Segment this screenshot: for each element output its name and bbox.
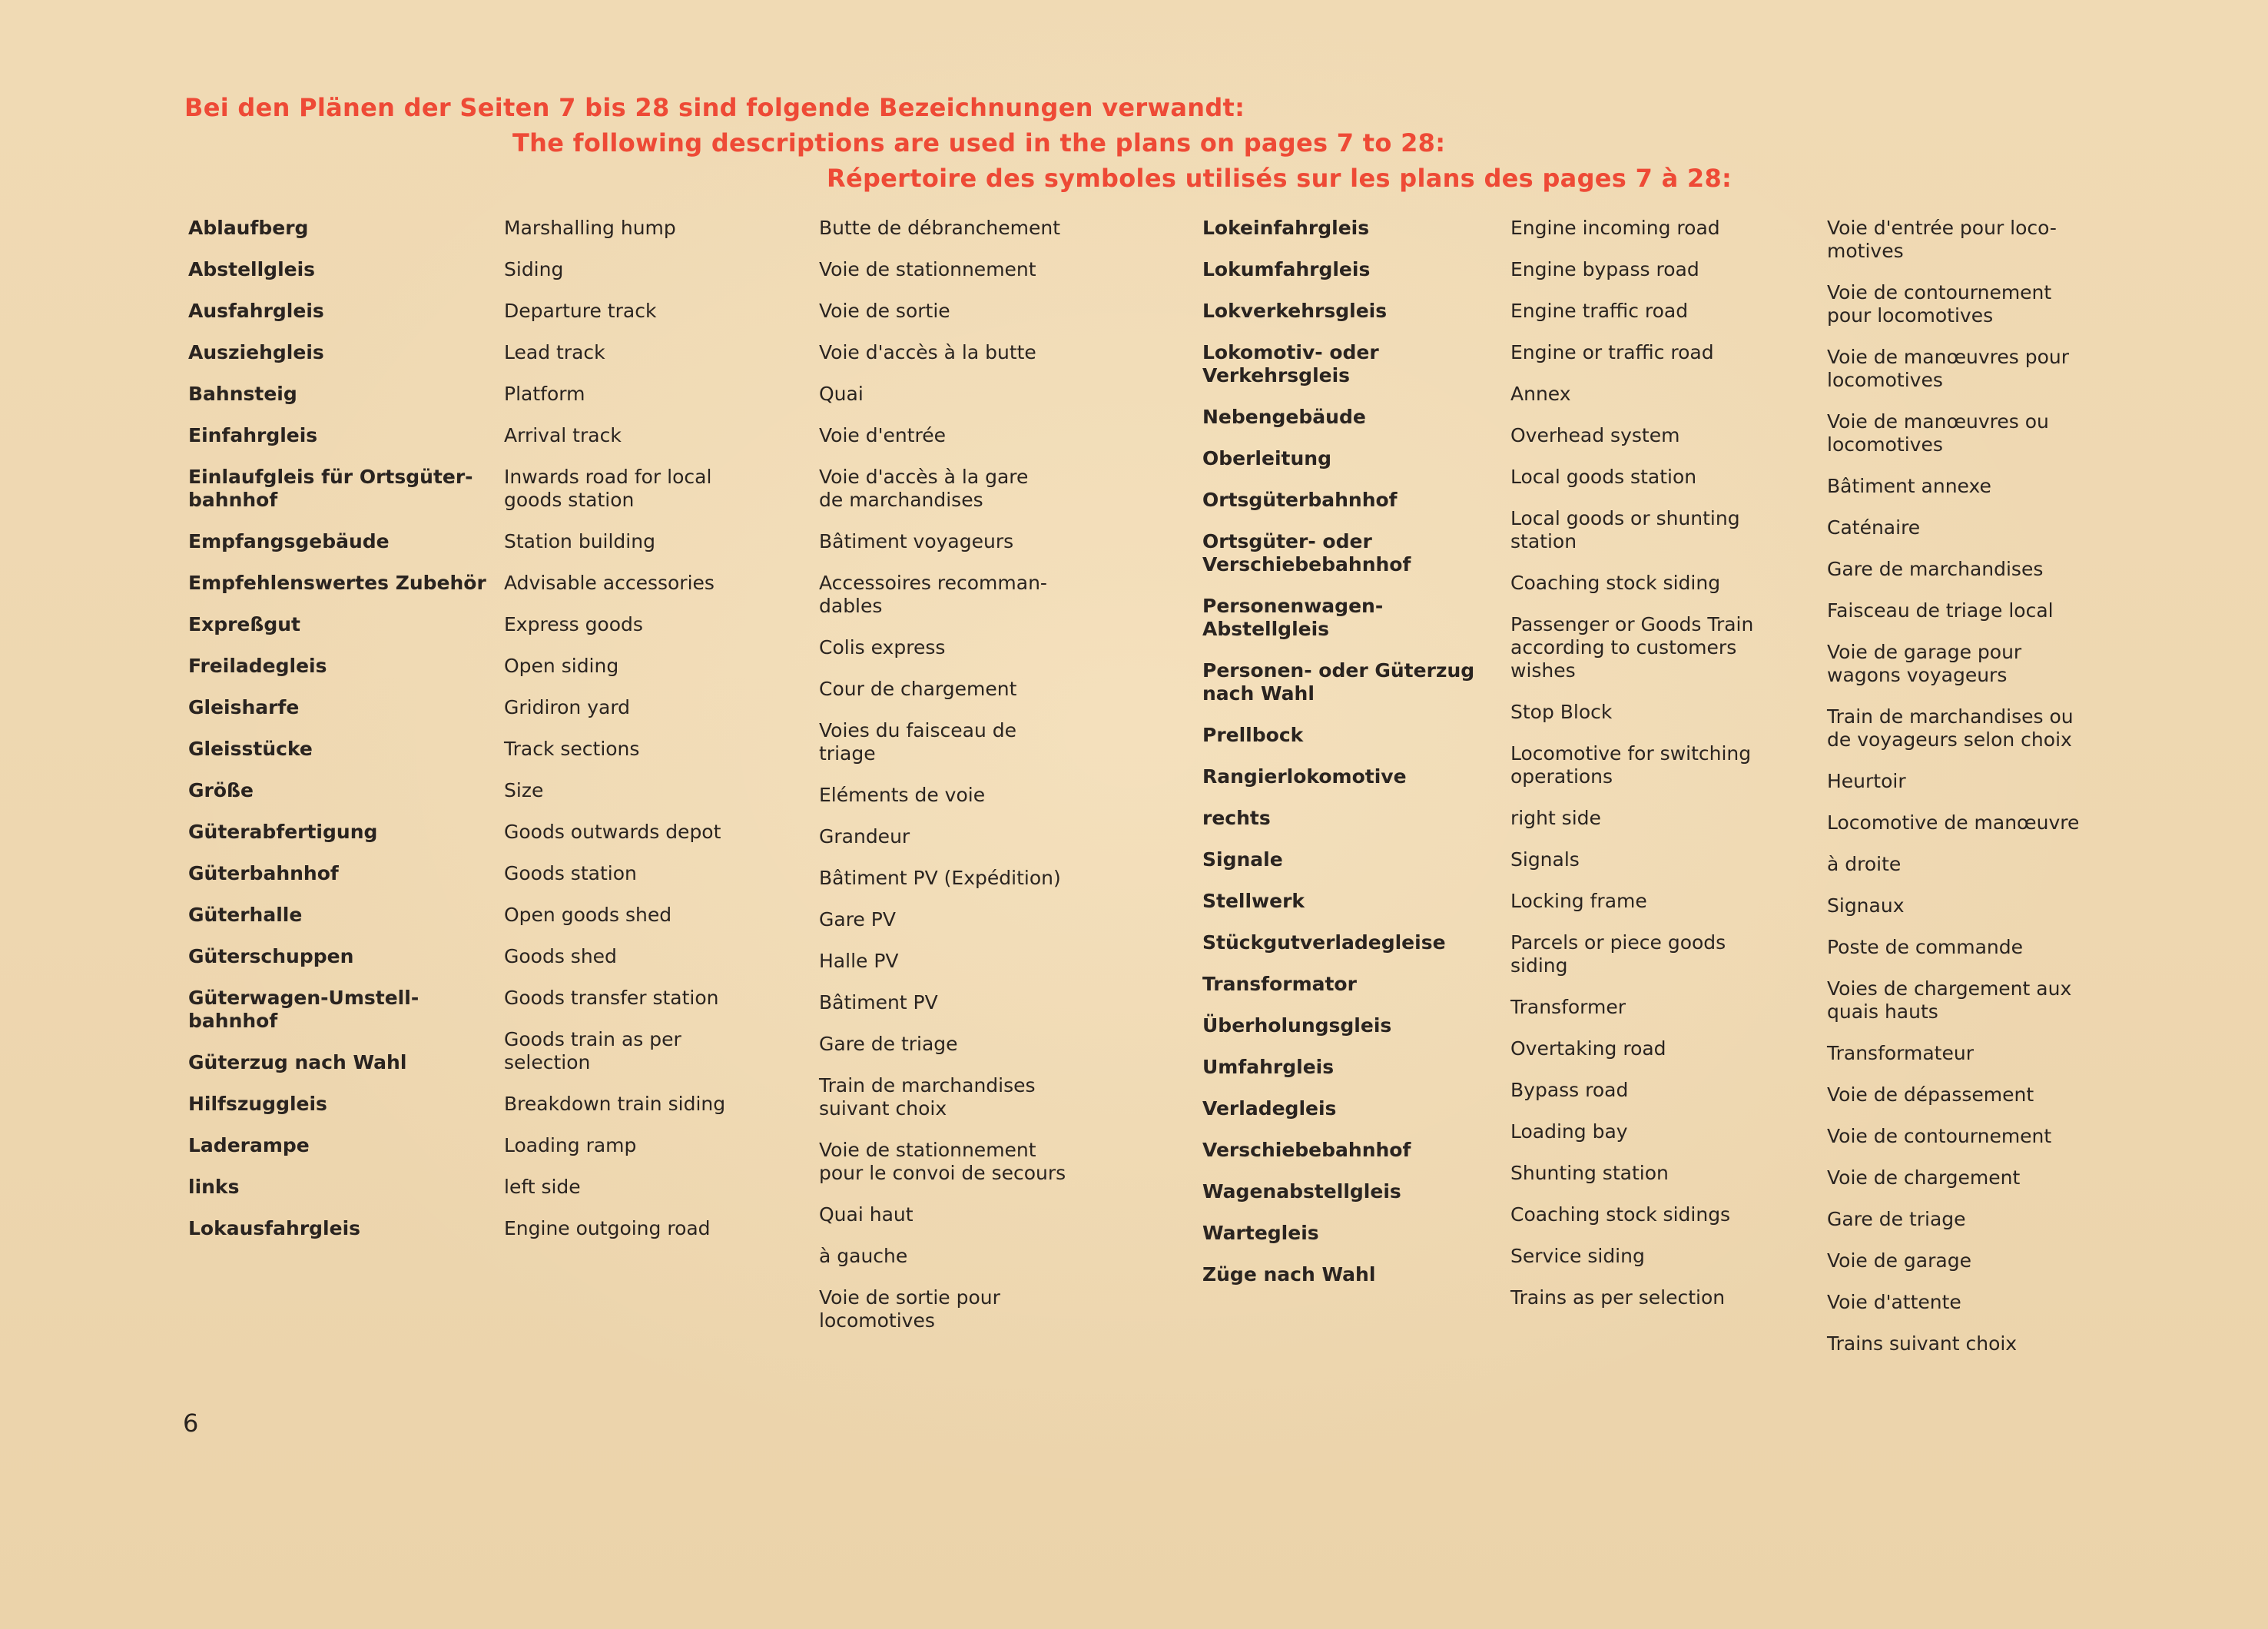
glossary-term: Bâtiment annexe xyxy=(1827,475,1991,497)
glossary-term: Voies du faisceau de triage xyxy=(819,719,1016,765)
glossary-term: Locomotive for switching operations xyxy=(1510,742,1752,788)
glossary-term: Expreßgut xyxy=(188,613,301,635)
glossary-term: Bahnsteig xyxy=(188,383,297,405)
glossary-term: Lead track xyxy=(504,341,605,363)
glossary-term: Güterhalle xyxy=(188,904,303,926)
glossary-term: Voie de chargement xyxy=(1827,1166,2021,1189)
glossary-term: Voie d'accès à la gare de marchandises xyxy=(819,466,1029,511)
glossary-term: Lokausfahrgleis xyxy=(188,1217,361,1239)
glossary-term: Umfahrgleis xyxy=(1202,1056,1335,1078)
glossary-term: Ortsgüterbahnhof xyxy=(1202,489,1398,511)
glossary-term: Gare de triage xyxy=(1827,1208,1966,1230)
glossary-term: Personen- oder Güterzug nach Wahl xyxy=(1202,659,1475,705)
glossary-term: Güterschuppen xyxy=(188,945,354,967)
glossary-term: Transformer xyxy=(1510,996,1626,1018)
glossary-term: Station building xyxy=(504,530,655,552)
glossary-term: Local goods station xyxy=(1510,466,1697,488)
glossary-term: Hilfszuggleis xyxy=(188,1093,327,1115)
glossary-term: Überholungsgleis xyxy=(1202,1014,1392,1037)
glossary-term: Güterbahnhof xyxy=(188,862,339,884)
column-english-left xyxy=(504,217,811,1259)
glossary-term: Wartegleis xyxy=(1202,1222,1319,1244)
glossary-term: Track sections xyxy=(504,738,640,760)
glossary-term: Voie de manœuvres ou locomotives xyxy=(1827,410,2049,456)
glossary-term: Voie de dépassement xyxy=(1827,1083,2034,1106)
glossary-term: Annex xyxy=(1510,383,1571,405)
glossary-term: Empfehlenswertes Zubehör xyxy=(188,572,486,594)
glossary-term: Caténaire xyxy=(1827,516,1921,539)
glossary-term: left side xyxy=(504,1176,581,1198)
glossary-term: Stop Block xyxy=(1510,701,1613,723)
glossary-term: Overtaking road xyxy=(1510,1037,1666,1060)
heading-english: The following descriptions are used in the plans on pages 7 to 28: xyxy=(512,128,1446,158)
glossary-term: Ausfahrgleis xyxy=(188,300,324,322)
glossary-term: Abstellgleis xyxy=(188,258,316,280)
glossary-term: Goods transfer station xyxy=(504,987,719,1009)
glossary-term: Verschiebebahnhof xyxy=(1202,1139,1411,1161)
glossary-term: Service siding xyxy=(1510,1245,1645,1267)
glossary-term: Advisable accessories xyxy=(504,572,715,594)
glossary-term: Bypass road xyxy=(1510,1079,1629,1101)
glossary-term: Trains as per selection xyxy=(1510,1286,1726,1309)
glossary-term: Gare PV xyxy=(819,908,896,931)
glossary-term: Laderampe xyxy=(188,1134,310,1156)
glossary-term: à droite xyxy=(1827,853,1902,875)
glossary-term: Engine outgoing road xyxy=(504,1217,711,1239)
glossary-term: Goods outwards depot xyxy=(504,821,721,843)
glossary-term: Ortsgüter- oder Verschiebebahnhof xyxy=(1202,530,1411,576)
glossary-term: Goods shed xyxy=(504,945,617,967)
glossary-term: Gare de triage xyxy=(819,1033,958,1055)
glossary-term: Poste de commande xyxy=(1827,936,2023,958)
glossary-term: Trains suivant choix xyxy=(1827,1332,2018,1355)
glossary-term: Siding xyxy=(504,258,564,280)
heading-german: Bei den Plänen der Seiten 7 bis 28 sind folgende Bezeichnungen verwandt: xyxy=(184,93,1245,122)
glossary-term: Voie de garage pour wagons voyageurs xyxy=(1827,641,2022,686)
glossary-term: Personenwagen- Abstellgleis xyxy=(1202,595,1384,640)
glossary-term: Signaux xyxy=(1827,894,1905,917)
glossary-term: Empfangsgebäude xyxy=(188,530,390,552)
glossary-term: Rangierlokomotive xyxy=(1202,765,1407,788)
glossary-term: Transformateur xyxy=(1827,1042,1974,1064)
glossary-term: Lokomotiv- oder Verkehrsgleis xyxy=(1202,341,1379,387)
glossary-term: Loading ramp xyxy=(504,1134,637,1156)
glossary-term: Bâtiment voyageurs xyxy=(819,530,1014,552)
glossary-term: Gleisstücke xyxy=(188,738,313,760)
glossary-term: Stellwerk xyxy=(1202,890,1305,912)
glossary-term: Voie de contournement xyxy=(1827,1125,2052,1147)
glossary-term: Lokeinfahrgleis xyxy=(1202,217,1370,239)
glossary-term: Parcels or piece goods siding xyxy=(1510,931,1726,977)
glossary-term: Inwards road for local goods station xyxy=(504,466,712,511)
glossary-term: Butte de débranchement xyxy=(819,217,1061,239)
glossary-term: Locking frame xyxy=(1510,890,1647,912)
glossary-term: Marshalling hump xyxy=(504,217,676,239)
glossary-term: Transformator xyxy=(1202,973,1357,995)
glossary-term: links xyxy=(188,1176,240,1198)
glossary-term: Coaching stock sidings xyxy=(1510,1203,1731,1226)
glossary-term: Heurtoir xyxy=(1827,770,1906,792)
glossary-term: Voie de manœuvres pour locomotives xyxy=(1827,346,2070,391)
glossary-term: Prellbock xyxy=(1202,724,1304,746)
glossary-term: Voies de chargement aux quais hauts xyxy=(1827,977,2072,1023)
glossary-term: Signale xyxy=(1202,848,1283,871)
glossary-term: Bâtiment PV (Expédition) xyxy=(819,867,1061,889)
glossary-term: Engine incoming road xyxy=(1510,217,1720,239)
glossary-term: Loading bay xyxy=(1510,1120,1628,1143)
glossary-term: Departure track xyxy=(504,300,657,322)
glossary-term: Overhead system xyxy=(1510,424,1680,446)
glossary-term: Züge nach Wahl xyxy=(1202,1263,1376,1286)
glossary-term: Lokverkehrsgleis xyxy=(1202,300,1388,322)
glossary-term: Voie d'attente xyxy=(1827,1291,1961,1313)
glossary-term: Voie d'entrée xyxy=(819,424,946,446)
glossary-term: Voie de sortie pour locomotives xyxy=(819,1286,1000,1332)
glossary-term: Einlaufgleis für Ortsgüter- bahnhof xyxy=(188,466,473,511)
glossary-term: Size xyxy=(504,779,544,801)
glossary-term: Größe xyxy=(188,779,254,801)
glossary-term: Engine bypass road xyxy=(1510,258,1699,280)
glossary-term: Halle PV xyxy=(819,950,899,972)
glossary-term: Shunting station xyxy=(1510,1162,1669,1184)
column-french-right xyxy=(1827,217,2134,1374)
glossary-term: Grandeur xyxy=(819,825,910,848)
glossary-term: Güterabfertigung xyxy=(188,821,378,843)
glossary-term: Gleisharfe xyxy=(188,696,300,718)
glossary-term: à gauche xyxy=(819,1245,908,1267)
glossary-term: Bâtiment PV xyxy=(819,991,938,1014)
column-english-right xyxy=(1510,217,1818,1328)
glossary-term: Express goods xyxy=(504,613,643,635)
glossary-term: Locomotive de manœuvre xyxy=(1827,811,2080,834)
glossary-term: Local goods or shunting station xyxy=(1510,507,1740,552)
glossary-term: Nebengebäude xyxy=(1202,406,1366,428)
glossary-term: Voie de contournement pour locomotives xyxy=(1827,281,2052,327)
page-number: 6 xyxy=(183,1408,199,1438)
glossary-term: Platform xyxy=(504,383,585,405)
glossary-term: Arrival track xyxy=(504,424,622,446)
glossary-term: Voie d'entrée pour loco- motives xyxy=(1827,217,2057,262)
glossary-term: Voie de sortie xyxy=(819,300,950,322)
glossary-term: Goods station xyxy=(504,862,637,884)
glossary-term: Stückgutverladegleise xyxy=(1202,931,1446,954)
glossary-term: Güterzug nach Wahl xyxy=(188,1051,407,1073)
glossary-term: Train de marchandises ou de voyageurs selon choix xyxy=(1827,705,2074,751)
glossary-term: Freiladegleis xyxy=(188,655,327,677)
glossary-term: Gridiron yard xyxy=(504,696,631,718)
glossary-term: Signals xyxy=(1510,848,1580,871)
glossary-term: Quai xyxy=(819,383,864,405)
glossary-term: Quai haut xyxy=(819,1203,914,1226)
glossary-term: Voie de stationnement pour le convoi de secours xyxy=(819,1139,1066,1184)
glossary-term: Oberleitung xyxy=(1202,447,1331,469)
glossary-term: Lokumfahrgleis xyxy=(1202,258,1371,280)
glossary-term: Passenger or Goods Train according to customers wishes xyxy=(1510,613,1754,682)
glossary-term: Engine traffic road xyxy=(1510,300,1689,322)
glossary-term: Open siding xyxy=(504,655,619,677)
glossary-term: Verladegleis xyxy=(1202,1097,1337,1120)
glossary-term: Ablaufberg xyxy=(188,217,309,239)
glossary-term: Cour de chargement xyxy=(819,678,1017,700)
glossary-term: Ausziehgleis xyxy=(188,341,324,363)
glossary-term: rechts xyxy=(1202,807,1271,829)
glossary-term: Coaching stock siding xyxy=(1510,572,1721,594)
glossary-term: Faisceau de triage local xyxy=(1827,599,2054,622)
glossary-term: Goods train as per selection xyxy=(504,1028,681,1073)
column-german-right xyxy=(1202,217,1510,1305)
glossary-term: Open goods shed xyxy=(504,904,672,926)
glossary-term: Eléments de voie xyxy=(819,784,986,806)
glossary-term: Accessoires recomman- dables xyxy=(819,572,1047,617)
glossary-term: Voie de garage xyxy=(1827,1249,1971,1272)
glossary-term: Voie d'accès à la butte xyxy=(819,341,1036,363)
glossary-term: Breakdown train siding xyxy=(504,1093,726,1115)
glossary-term: Colis express xyxy=(819,636,946,659)
glossary-term: Gare de marchandises xyxy=(1827,558,2044,580)
glossary-term: Train de marchandises suivant choix xyxy=(819,1074,1036,1120)
glossary-term: Einfahrgleis xyxy=(188,424,318,446)
glossary-term: Güterwagen-Umstell- bahnhof xyxy=(188,987,419,1032)
glossary-term: Voie de stationnement xyxy=(819,258,1036,280)
heading-french: Répertoire des symboles utilisés sur les plans des pages 7 à 28: xyxy=(827,164,1732,193)
glossary-term: Engine or traffic road xyxy=(1510,341,1714,363)
column-french-left xyxy=(819,217,1126,1351)
column-german-left xyxy=(188,217,496,1259)
glossary-term: Wagenabstellgleis xyxy=(1202,1180,1401,1203)
glossary-term: right side xyxy=(1510,807,1601,829)
